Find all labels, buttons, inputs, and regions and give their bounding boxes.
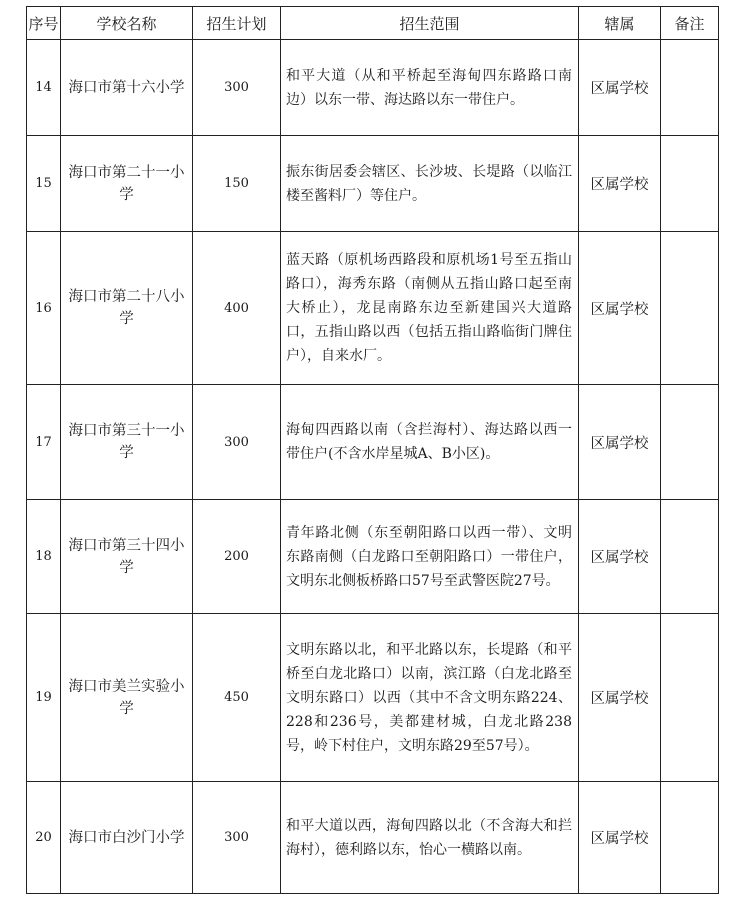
row-note [661,40,719,136]
row-affiliation: 区属学校 [579,614,661,782]
row-no: 19 [27,614,61,782]
row-note [661,782,719,894]
table-row [27,782,719,894]
row-note [661,136,719,232]
row-range: 振东街居委会辖区、长沙坡、长堤路（以临江楼至酱料厂）等住户。 [281,136,579,232]
table-row [27,385,719,500]
header-range: 招生范围 [281,7,579,40]
row-school-name: 海口市第三十四小学 [61,500,193,614]
row-no: 18 [27,500,61,614]
row-no: 15 [27,136,61,232]
row-affiliation: 区属学校 [579,136,661,232]
row-plan: 400 [193,232,281,385]
row-school-name: 海口市第十六小学 [61,40,193,136]
row-plan: 300 [193,385,281,500]
header-affiliation: 辖属 [579,7,661,40]
row-plan: 150 [193,136,281,232]
row-note [661,614,719,782]
header-name: 学校名称 [61,7,193,40]
table-header-row [27,7,719,40]
row-school-name: 海口市第三十一小学 [61,385,193,500]
row-affiliation: 区属学校 [579,782,661,894]
table-row [27,136,719,232]
row-range: 文明东路以北，和平北路以东，长堤路（和平桥至白龙北路口）以南，滨江路（白龙北路至文明东路口）以西（其中不含文明东路224、228和236号，美都建材城，白龙北路238号，岭下村住户，文明东路29至57号）。 [281,614,579,782]
row-note [661,500,719,614]
row-school-name: 海口市白沙门小学 [61,782,193,894]
header-no: 序号 [27,7,61,40]
table-row [27,614,719,782]
row-note [661,385,719,500]
row-no: 17 [27,385,61,500]
row-plan: 300 [193,782,281,894]
row-plan: 450 [193,614,281,782]
row-school-name: 海口市第二十一小学 [61,136,193,232]
row-plan: 200 [193,500,281,614]
row-note [661,232,719,385]
table-row [27,500,719,614]
row-range: 海甸四西路以南（含拦海村）、海达路以西一带住户(不含水岸星城A、B小区)。 [281,385,579,500]
row-range: 和平大道（从和平桥起至海甸四东路路口南边）以东一带、海达路以东一带住户。 [281,40,579,136]
row-affiliation: 区属学校 [579,40,661,136]
row-range: 青年路北侧（东至朝阳路口以西一带）、文明东路南侧（白龙路口至朝阳路口）一带住户，文明东北侧板桥路口57号至武警医院27号。 [281,500,579,614]
table-row [27,232,719,385]
row-affiliation: 区属学校 [579,232,661,385]
row-no: 20 [27,782,61,894]
enrollment-table [26,6,719,894]
row-no: 16 [27,232,61,385]
row-no: 14 [27,40,61,136]
row-range: 和平大道以西，海甸四路以北（不含海大和拦海村），德利路以东，怡心一横路以南。 [281,782,579,894]
row-range: 蓝天路（原机场西路段和原机场1号至五指山路口），海秀东路（南侧从五指山路口起至南大桥止），龙昆南路东边至新建国兴大道路口，五指山路以西（包括五指山路临街门牌住户），自来水厂。 [281,232,579,385]
table-row [27,40,719,136]
row-affiliation: 区属学校 [579,385,661,500]
row-plan: 300 [193,40,281,136]
header-note: 备注 [661,7,719,40]
row-affiliation: 区属学校 [579,500,661,614]
header-plan: 招生计划 [193,7,281,40]
row-school-name: 海口市第二十八小学 [61,232,193,385]
row-school-name: 海口市美兰实验小学 [61,614,193,782]
